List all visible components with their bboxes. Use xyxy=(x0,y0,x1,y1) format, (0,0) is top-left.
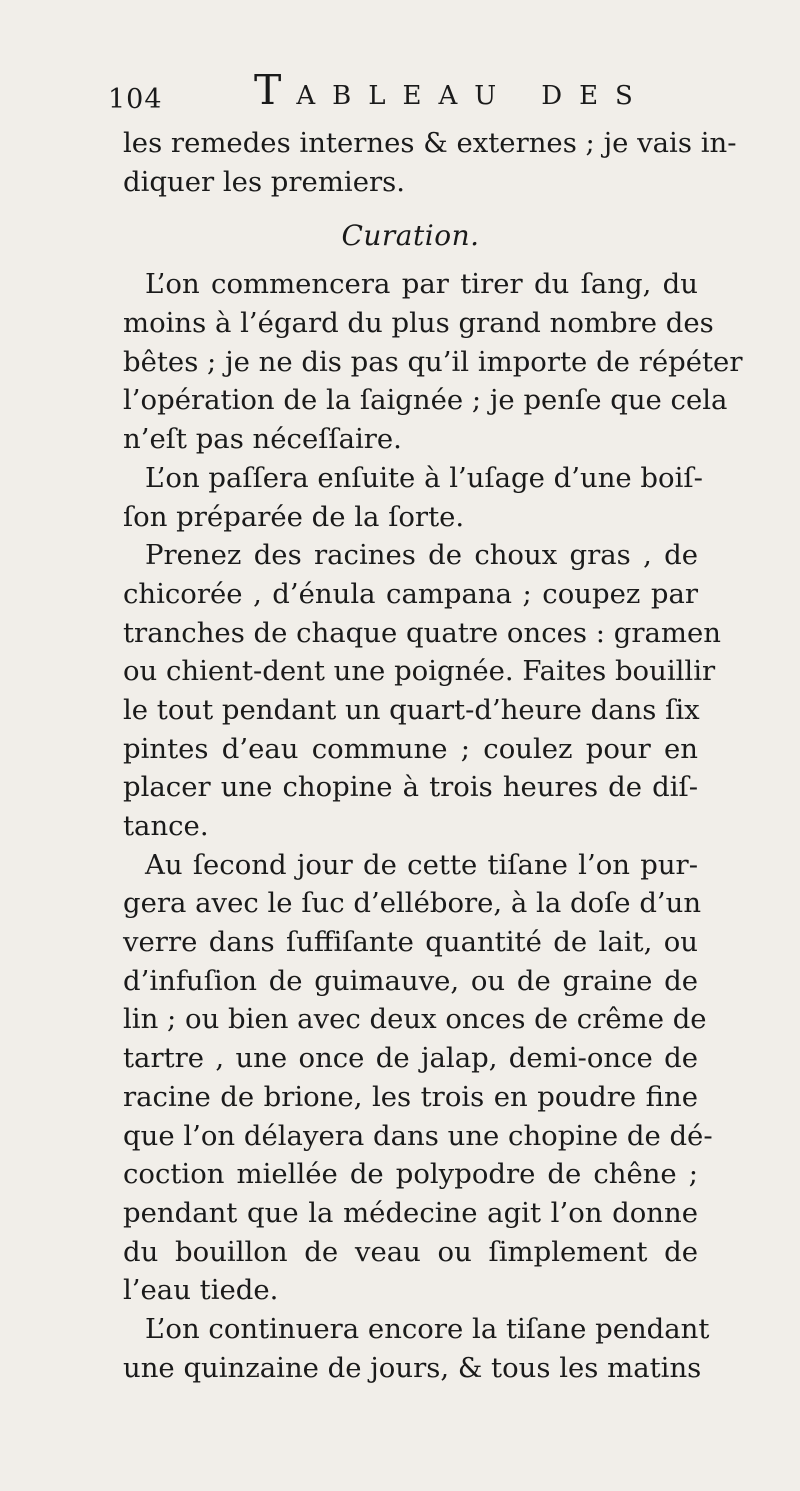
running-title xyxy=(254,66,650,114)
text-line: pendant que la médecine agit l’on donne xyxy=(123,1196,698,1229)
text-line: L’on commencera par tirer du ſang, du xyxy=(145,268,698,301)
text-line: L’on paſſera enſuite à l’uſage d’une boiſ- xyxy=(145,461,703,494)
paragraph xyxy=(123,265,743,458)
text-line: Au ſecond jour de cette tiſane l’on pur- xyxy=(145,848,698,881)
paragraph xyxy=(123,1310,710,1387)
intro-paragraph xyxy=(123,124,737,201)
paragraph xyxy=(123,536,721,846)
text-line: coction miellée de polypodre de chêne ; xyxy=(123,1158,698,1191)
text-line: tartre , une once de jalap, demi-once de xyxy=(123,1042,698,1075)
paragraph xyxy=(123,846,713,1310)
text-line: tance. xyxy=(123,810,209,842)
text-line: placer une chopine à trois heures de diſ- xyxy=(123,771,698,804)
text-line: moins à l’égard du plus grand nombre des xyxy=(123,307,714,340)
text-line: l’eau tiede. xyxy=(123,1274,279,1307)
text-line: Prenez des racines de choux gras , de xyxy=(145,539,698,572)
text-block xyxy=(123,124,743,1387)
page-number: 104 xyxy=(108,84,163,115)
text-line: bêtes ; je ne dis pas qu’il importe de répéter xyxy=(123,345,743,378)
text-line: ou chient-dent une poignée. Faites bouillir xyxy=(123,655,716,688)
text-line: les remedes internes & externes ; je vais in- xyxy=(123,127,737,159)
text-line: lin ; ou bien avec deux onces de crême de xyxy=(123,1003,707,1036)
text-line: pintes d’eau commune ; coulez pour en xyxy=(123,732,698,765)
paragraph xyxy=(123,459,703,536)
text-line: verre dans ſuffiſante quantité de lait, ou xyxy=(123,926,698,959)
running-title-word-2: DES xyxy=(541,81,650,111)
text-line: n’eſt pas néceſſaire. xyxy=(123,423,402,456)
text-line: tranches de chaque quatre onces : gramen xyxy=(123,616,721,649)
text-line: racine de brione, les trois en poudre fine xyxy=(123,1080,698,1113)
text-line: gera avec le ſuc d’ellébore, à la doſe d’un xyxy=(123,887,702,920)
text-line: L’on continuera encore la tiſane pendant xyxy=(145,1312,710,1345)
text-line: une quinzaine de jours, & tous les matins xyxy=(123,1351,702,1384)
text-line: diquer les premiers. xyxy=(123,165,405,198)
text-line: l’opération de la ſaignée ; je penſe que cela xyxy=(123,384,728,417)
text-line: que l’on délayera dans une chopine de dé- xyxy=(123,1119,713,1152)
text-line: le tout pendant un quart-d’heure dans ſix xyxy=(123,693,700,726)
text-line: ſon préparée de la ſorte. xyxy=(123,500,465,533)
running-title-word: ABLEAU xyxy=(296,81,514,111)
running-title-initial: T xyxy=(254,66,297,114)
section-heading: Curation. xyxy=(341,219,480,253)
running-head xyxy=(108,66,708,116)
text-line: d’infuſion de guimauve, ou de graine de xyxy=(123,964,698,997)
text-line: chicorée , d’énula campana ; coupez par xyxy=(123,577,698,610)
text-line: du bouillon de veau ou ſimplement de xyxy=(123,1235,698,1268)
